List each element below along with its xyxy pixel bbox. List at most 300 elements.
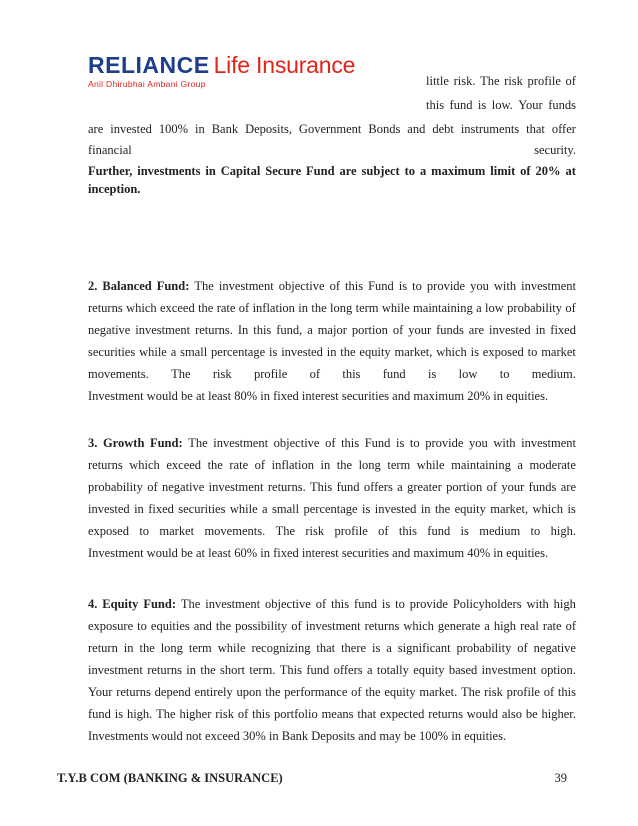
word: funds [528,480,557,494]
text-line [88,616,576,636]
word: the [311,301,327,315]
word: The [188,436,208,450]
word: would [146,546,182,560]
word: 100% [158,122,189,136]
text-line [88,119,576,139]
word: securities [88,345,136,359]
word: small [272,502,300,516]
word: negative [533,641,576,655]
word: Government [298,122,362,136]
word: Deposits, [245,122,292,136]
word: in [123,641,134,655]
word: the [340,345,356,359]
word: also [501,707,523,721]
word: returns [147,663,182,677]
word: Your [518,98,543,112]
word: in [493,389,507,403]
word: invested [88,502,130,516]
text-line [88,543,576,563]
word: least [208,546,235,560]
word: not [185,729,206,743]
word: to [137,619,147,633]
text-line [88,477,576,497]
word: significant [397,641,451,655]
word: at [195,389,209,403]
word: Fund: [149,436,183,450]
word: the [139,641,155,655]
word: security. [534,143,576,157]
word: Fund [364,436,391,450]
word: fund, [276,323,303,337]
word: percentage [303,502,358,516]
word: equity [384,685,416,699]
word: returns [364,619,400,633]
word: offers [363,480,393,494]
word: investment [305,619,361,633]
word: means [321,707,354,721]
text-line [426,71,576,91]
word: portfolio [273,707,318,721]
word: is [395,436,405,450]
text-line [88,594,576,614]
word: 100% [418,729,452,743]
text-line [88,455,576,475]
word: higher. [541,707,576,721]
word: low [485,301,504,315]
word: rate [542,619,562,633]
word: may [379,729,404,743]
word: and [193,619,212,633]
word: rate [216,301,236,315]
word: this [342,367,361,381]
word: risk [212,367,232,381]
word: invested [489,323,531,337]
word: returns [116,685,151,699]
word: equities. [506,546,549,560]
text-line [88,638,576,658]
word: and [392,389,414,403]
word: investment [521,436,576,450]
word: Fund [368,279,394,293]
word: to [499,367,510,381]
word: fixed [273,546,302,560]
word: investment [88,663,143,677]
word: exposed [482,345,524,359]
word: market, [490,502,529,516]
word: return [88,641,118,655]
word: short [220,663,246,677]
logo-product: Life Insurance [213,52,356,78]
word: The [171,367,191,381]
word: you [468,436,488,450]
word: equity [413,663,445,677]
word: This [279,663,303,677]
word: The [480,74,500,88]
word: of [291,619,302,633]
word: be [525,707,538,721]
word: fund [382,367,406,381]
word: the [336,458,353,472]
text-line [88,179,576,199]
word: of [543,685,555,699]
word: market, [394,345,433,359]
word: to [412,279,422,293]
word: a [307,323,313,337]
word: Investment [88,389,147,403]
word: greater [407,480,442,494]
word: medium. [531,367,576,381]
word: long [160,641,183,655]
word: of [309,367,321,381]
word: which [436,345,467,359]
word: securities [341,546,393,560]
word: interest [301,546,342,560]
word: exceed [166,458,202,472]
word: while [217,641,246,655]
word: market [541,345,576,359]
word: would [146,389,182,403]
word: The [275,524,295,538]
word: profile [253,367,288,381]
word: in [451,729,465,743]
logo-brand: RELIANCE [88,52,210,78]
word: equity [454,502,486,516]
word: of [254,458,266,472]
word: a [484,619,490,633]
word: risk [484,685,503,699]
word: are [339,164,357,178]
word: funds [548,98,576,112]
word: percentage [211,345,266,359]
word: The [194,279,214,293]
word: are [88,122,104,136]
footer-course-title: T.Y.B COM (BANKING & INSURANCE) [57,771,283,785]
text-line [88,364,576,384]
word: funds [436,323,464,337]
logo-group: Anil Dhirubhai Ambani Group [88,79,206,89]
word: be [181,546,196,560]
word: fund [336,480,360,494]
word: this [331,597,350,611]
page-footer [57,768,567,788]
word: option. [540,663,576,677]
word: negative [161,480,205,494]
word: this [341,436,360,450]
word: in [195,122,205,136]
word: financial [88,143,132,157]
word: totally [376,663,409,677]
word: real [520,619,539,633]
word: subject [361,164,400,178]
word: market. [419,685,458,699]
word: while [139,345,167,359]
word: provide [426,279,466,293]
word: in [493,546,507,560]
word: fixed [273,389,302,403]
word: to [404,164,416,178]
word: the [365,685,381,699]
word: fund [88,707,111,721]
word: is [114,707,124,721]
word: would [466,707,499,721]
word: in [320,458,331,472]
word: would [151,729,186,743]
word: is [381,597,391,611]
word: that [526,122,545,136]
word: of [238,301,250,315]
word: profile [506,685,540,699]
word: which [126,301,157,315]
word: a [366,663,373,677]
word: portion [351,323,388,337]
word: investment [208,480,264,494]
word: inflation [252,301,295,315]
word: this [252,707,271,721]
reliance-logo [88,52,388,94]
word: maximum [413,546,468,560]
word: is [477,98,487,112]
word: there [341,641,367,655]
word: 60% [234,546,261,560]
word: while [416,458,445,472]
word: equity [359,345,391,359]
word: is [460,524,469,538]
word: instruments [460,122,520,136]
word: returns. [195,323,233,337]
word: a [170,345,177,359]
word: The [180,597,201,611]
word: 80% [234,389,261,403]
word: is [470,345,479,359]
word: a [262,502,268,516]
word: Balanced [102,279,152,293]
word: is [427,367,437,381]
word: this [253,323,272,337]
word: The [460,685,481,699]
word: major [317,323,347,337]
word: the [200,663,216,677]
word: risk [215,707,234,721]
word: equities. [464,729,507,743]
word: a [517,458,523,472]
word: invested [110,122,152,136]
word: and [358,729,380,743]
word: risk [305,524,325,538]
page-number: 39 [554,771,567,785]
text-line [88,433,576,453]
word: invested [281,345,323,359]
word: 20% [535,164,561,178]
word: with [526,597,549,611]
word: to [527,345,538,359]
word: low [458,367,478,381]
word: returns [428,707,463,721]
word: upon [236,685,262,699]
word: of [315,597,327,611]
word: a [476,301,482,315]
text-line [88,276,576,296]
word: least [208,389,235,403]
word: probability [88,480,143,494]
word: returns [88,458,123,472]
word: Growth [102,436,145,450]
word: term. [249,663,276,677]
word: this [426,98,445,112]
word: in [186,663,197,677]
word: to [530,524,541,538]
word: fixed [148,502,174,516]
word: in [268,729,282,743]
word: maintaining [451,458,511,472]
word: at [195,546,209,560]
word: Fund: [156,279,190,293]
word: rate [229,458,249,472]
word: the [198,301,214,315]
word: limit [490,164,516,178]
word: maximum [431,164,486,178]
word: are [560,480,576,494]
word: The [156,707,176,721]
word: a [386,641,392,655]
word: investments [137,164,201,178]
text-line [88,342,576,362]
word: possibility [235,619,288,633]
word: is [398,279,408,293]
word: high [493,619,517,633]
word: that [316,641,336,655]
word: maintaining [413,301,473,315]
word: to [395,597,405,611]
word: and [392,546,414,560]
word: Bank [281,729,312,743]
text-line [88,521,576,541]
word: your [408,323,432,337]
word: exposed [88,524,129,538]
word: movements. [204,524,266,538]
word: high. [550,524,576,538]
word: objective [265,597,311,611]
word: fund [354,597,377,611]
word: of [517,641,528,655]
word: in [260,546,274,560]
word: and [407,122,426,136]
word: in [205,164,216,178]
word: of [237,707,249,721]
word: In [237,323,249,337]
word: long [358,458,381,472]
word: while [229,502,258,516]
word: your [501,480,525,494]
word: of [486,480,497,494]
word: that [357,707,377,721]
word: Deposits [311,729,359,743]
word: be [181,389,196,403]
word: in [535,323,546,337]
logo-wordmark [88,52,388,78]
word: while [381,301,410,315]
word: of [565,74,576,88]
word: of [378,524,389,538]
word: profile [527,74,561,88]
word: long [330,301,353,315]
word: exceed [160,301,195,315]
word: provide [409,597,448,611]
word: to [409,436,420,450]
word: investment [218,279,274,293]
word: the [265,685,281,699]
word: term [188,641,212,655]
word: of [565,619,576,633]
word: securities [341,389,393,403]
word: is [269,345,278,359]
word: investment [205,597,261,611]
text-line [88,682,576,702]
word: which [532,502,564,516]
word: 30% [242,729,269,743]
word: Bank [211,122,239,136]
word: returns [88,301,123,315]
word: 20% [467,389,494,403]
text-line [88,726,576,746]
text-line [426,95,576,115]
word: low. [491,98,513,112]
word: equities [150,619,190,633]
word: which [403,619,434,633]
text-line [88,499,576,519]
word: objective [278,279,325,293]
text-line [88,320,576,340]
word: Further, [88,164,133,178]
word: Capital [220,164,261,178]
word: the [434,502,451,516]
word: 3. [88,436,98,450]
word: securities [178,502,226,516]
word: profile [334,524,368,538]
word: fixed [550,323,576,337]
word: small [180,345,208,359]
word: in [326,345,337,359]
word: interest [301,389,342,403]
word: this [345,279,364,293]
word: of [351,685,362,699]
word: risk. [453,74,476,88]
text-line [88,660,576,680]
word: high [553,597,576,611]
word: objective [273,436,320,450]
word: 4. [88,597,98,611]
word: investment [521,279,576,293]
word: Equity [102,597,139,611]
word: risk [504,74,523,88]
word: of [325,436,336,450]
word: 2. [88,279,98,293]
word: with [493,279,517,293]
word: at [565,164,576,178]
word: investment [213,436,269,450]
word: Fund: [143,597,176,611]
word: a [419,164,427,178]
word: high. [126,707,153,721]
word: Policyholders [452,597,522,611]
word: movements. [88,367,149,381]
word: of [147,480,158,494]
word: Investment [88,546,147,560]
word: depend [154,685,191,699]
word: is [372,641,381,655]
word: market [159,524,195,538]
word: recognizing [251,641,311,655]
word: in [298,301,309,315]
